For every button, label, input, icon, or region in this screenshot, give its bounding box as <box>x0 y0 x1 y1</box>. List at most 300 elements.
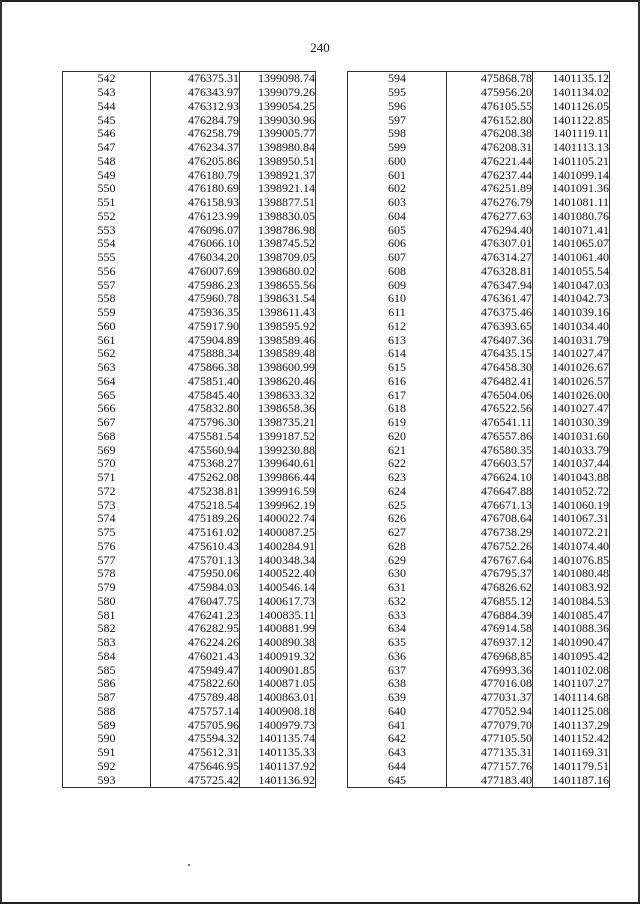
easting-cell: 475822.60 <box>151 677 240 691</box>
table-row <box>348 608 610 622</box>
table-row <box>348 333 610 347</box>
point-number-cell: 644 <box>348 760 447 774</box>
easting-cell: 476343.97 <box>151 86 240 100</box>
easting-cell: 475832.80 <box>151 402 240 416</box>
easting-cell: 476375.31 <box>151 72 240 86</box>
table-row <box>63 773 316 787</box>
table-row <box>348 718 610 732</box>
table-row <box>63 127 316 141</box>
northing-cell: 1398921.37 <box>240 168 316 182</box>
table-row <box>348 100 610 114</box>
easting-cell: 476671.13 <box>447 498 533 512</box>
coordinate-table-right <box>347 71 610 788</box>
northing-cell: 1400087.25 <box>240 526 316 540</box>
northing-cell: 1398877.51 <box>240 196 316 210</box>
table-row <box>63 72 316 86</box>
table-row <box>63 443 316 457</box>
point-number-cell: 645 <box>348 773 447 787</box>
northing-cell: 1400979.73 <box>240 718 316 732</box>
point-number-cell: 612 <box>348 320 447 334</box>
page-number: 240 <box>310 40 330 55</box>
table-row <box>63 237 316 251</box>
northing-cell: 1400890.38 <box>240 636 316 650</box>
northing-cell: 1400881.99 <box>240 622 316 636</box>
table-row <box>63 320 316 334</box>
point-number-cell: 574 <box>63 512 151 526</box>
table-row <box>63 581 316 595</box>
northing-cell: 1399916.59 <box>240 485 316 499</box>
easting-cell: 475581.54 <box>151 430 240 444</box>
northing-cell: 1401090.47 <box>533 636 610 650</box>
easting-cell: 476123.99 <box>151 210 240 224</box>
northing-cell: 1398980.84 <box>240 141 316 155</box>
easting-cell: 475705.96 <box>151 718 240 732</box>
table-row <box>348 485 610 499</box>
table-row <box>63 292 316 306</box>
point-number-cell: 625 <box>348 498 447 512</box>
table-row <box>63 210 316 224</box>
easting-cell: 475262.08 <box>151 471 240 485</box>
point-number-cell: 551 <box>63 196 151 210</box>
easting-cell: 475866.38 <box>151 361 240 375</box>
table-row <box>63 361 316 375</box>
point-number-cell: 593 <box>63 773 151 787</box>
easting-cell: 476375.46 <box>447 306 533 320</box>
northing-cell: 1401037.44 <box>533 457 610 471</box>
northing-cell: 1398655.56 <box>240 278 316 292</box>
northing-cell: 1399866.44 <box>240 471 316 485</box>
northing-cell: 1401081.11 <box>533 196 610 210</box>
table-row <box>348 567 610 581</box>
table-row <box>348 622 610 636</box>
point-number-cell: 572 <box>63 485 151 499</box>
point-number-cell: 640 <box>348 705 447 719</box>
easting-cell: 476208.31 <box>447 141 533 155</box>
northing-cell: 1401113.13 <box>533 141 610 155</box>
page-border-left <box>0 0 2 904</box>
point-number-cell: 591 <box>63 746 151 760</box>
table-row <box>63 498 316 512</box>
point-number-cell: 553 <box>63 223 151 237</box>
table-row <box>63 553 316 567</box>
easting-cell: 476482.41 <box>447 375 533 389</box>
northing-cell: 1399005.77 <box>240 127 316 141</box>
northing-cell: 1400522.40 <box>240 567 316 581</box>
easting-cell: 476435.15 <box>447 347 533 361</box>
northing-cell: 1401030.39 <box>533 416 610 430</box>
northing-cell: 1401060.19 <box>533 498 610 512</box>
table-row <box>348 113 610 127</box>
northing-cell: 1399230.88 <box>240 443 316 457</box>
northing-cell: 1399079.26 <box>240 86 316 100</box>
point-number-cell: 632 <box>348 595 447 609</box>
northing-cell: 1401071.41 <box>533 223 610 237</box>
point-number-cell: 620 <box>348 430 447 444</box>
point-number-cell: 606 <box>348 237 447 251</box>
table-row <box>348 320 610 334</box>
easting-cell: 475218.54 <box>151 498 240 512</box>
northing-cell: 1398830.05 <box>240 210 316 224</box>
point-number-cell: 621 <box>348 443 447 457</box>
easting-cell: 475594.32 <box>151 732 240 746</box>
point-number-cell: 603 <box>348 196 447 210</box>
easting-cell: 476826.62 <box>447 581 533 595</box>
easting-cell: 475917.90 <box>151 320 240 334</box>
point-number-cell: 584 <box>63 650 151 664</box>
easting-cell: 476251.89 <box>447 182 533 196</box>
point-number-cell: 558 <box>63 292 151 306</box>
easting-cell: 475189.26 <box>151 512 240 526</box>
point-number-cell: 610 <box>348 292 447 306</box>
northing-cell: 1401122.85 <box>533 113 610 127</box>
northing-cell: 1401137.29 <box>533 718 610 732</box>
point-number-cell: 630 <box>348 567 447 581</box>
table-row <box>63 471 316 485</box>
table-row <box>348 705 610 719</box>
point-number-cell: 634 <box>348 622 447 636</box>
table-row <box>348 636 610 650</box>
table-row <box>63 251 316 265</box>
table-row <box>348 595 610 609</box>
easting-cell: 476884.39 <box>447 608 533 622</box>
point-number-cell: 609 <box>348 278 447 292</box>
easting-cell: 476234.37 <box>151 141 240 155</box>
table-row <box>63 457 316 471</box>
northing-cell: 1401031.79 <box>533 333 610 347</box>
point-number-cell: 547 <box>63 141 151 155</box>
point-number-cell: 567 <box>63 416 151 430</box>
easting-cell: 475725.42 <box>151 773 240 787</box>
table-row <box>63 595 316 609</box>
easting-cell: 475949.47 <box>151 663 240 677</box>
point-number-cell: 581 <box>63 608 151 622</box>
point-number-cell: 559 <box>63 306 151 320</box>
point-number-cell: 618 <box>348 402 447 416</box>
northing-cell: 1398950.51 <box>240 155 316 169</box>
point-number-cell: 579 <box>63 581 151 595</box>
point-number-cell: 626 <box>348 512 447 526</box>
point-number-cell: 616 <box>348 375 447 389</box>
northing-cell: 1401061.40 <box>533 251 610 265</box>
easting-cell: 476241.23 <box>151 608 240 622</box>
table-row <box>348 430 610 444</box>
table-row <box>348 86 610 100</box>
table-row <box>63 333 316 347</box>
easting-cell: 477016.08 <box>447 677 533 691</box>
easting-cell: 476407.36 <box>447 333 533 347</box>
easting-cell: 476504.06 <box>447 388 533 402</box>
stray-mark <box>188 864 190 866</box>
table-row <box>63 526 316 540</box>
point-number-cell: 617 <box>348 388 447 402</box>
easting-cell: 476557.86 <box>447 430 533 444</box>
point-number-cell: 624 <box>348 485 447 499</box>
table-row <box>63 760 316 774</box>
table-row <box>348 141 610 155</box>
table-row <box>348 443 610 457</box>
northing-cell: 1398589.48 <box>240 347 316 361</box>
table-row <box>348 526 610 540</box>
easting-cell: 476205.86 <box>151 155 240 169</box>
northing-cell: 1399962.19 <box>240 498 316 512</box>
northing-cell: 1400901.85 <box>240 663 316 677</box>
point-number-cell: 602 <box>348 182 447 196</box>
table-row <box>63 375 316 389</box>
northing-cell: 1401076.85 <box>533 553 610 567</box>
easting-cell: 475757.14 <box>151 705 240 719</box>
easting-cell: 477105.50 <box>447 732 533 746</box>
point-number-cell: 639 <box>348 691 447 705</box>
northing-cell: 1401043.88 <box>533 471 610 485</box>
easting-cell: 475936.35 <box>151 306 240 320</box>
table-row <box>348 306 610 320</box>
northing-cell: 1401026.57 <box>533 375 610 389</box>
northing-cell: 1401095.42 <box>533 650 610 664</box>
easting-cell: 476047.75 <box>151 595 240 609</box>
table-row <box>348 251 610 265</box>
northing-cell: 1401034.40 <box>533 320 610 334</box>
easting-cell: 476541.11 <box>447 416 533 430</box>
point-number-cell: 619 <box>348 416 447 430</box>
northing-cell: 1399187.52 <box>240 430 316 444</box>
easting-cell: 476914.58 <box>447 622 533 636</box>
point-number-cell: 597 <box>348 113 447 127</box>
point-number-cell: 623 <box>348 471 447 485</box>
table-row <box>63 306 316 320</box>
table-row <box>348 402 610 416</box>
easting-cell: 475238.81 <box>151 485 240 499</box>
table-row <box>348 650 610 664</box>
table-row <box>63 705 316 719</box>
easting-cell: 476937.12 <box>447 636 533 650</box>
point-number-cell: 641 <box>348 718 447 732</box>
easting-cell: 476855.12 <box>447 595 533 609</box>
table-row <box>63 100 316 114</box>
table-row <box>348 223 610 237</box>
northing-cell: 1399054.25 <box>240 100 316 114</box>
northing-cell: 1401099.14 <box>533 168 610 182</box>
easting-cell: 476180.79 <box>151 168 240 182</box>
easting-cell: 476624.10 <box>447 471 533 485</box>
easting-cell: 476603.57 <box>447 457 533 471</box>
northing-cell: 1401135.74 <box>240 732 316 746</box>
point-number-cell: 633 <box>348 608 447 622</box>
northing-cell: 1398680.02 <box>240 265 316 279</box>
northing-cell: 1398745.52 <box>240 237 316 251</box>
northing-cell: 1401135.12 <box>533 72 610 86</box>
northing-cell: 1401137.92 <box>240 760 316 774</box>
northing-cell: 1401026.67 <box>533 361 610 375</box>
point-number-cell: 554 <box>63 237 151 251</box>
northing-cell: 1401169.31 <box>533 746 610 760</box>
easting-cell: 476314.27 <box>447 251 533 265</box>
point-number-cell: 555 <box>63 251 151 265</box>
table-row <box>63 223 316 237</box>
point-number-cell: 590 <box>63 732 151 746</box>
point-number-cell: 643 <box>348 746 447 760</box>
northing-cell: 1399098.74 <box>240 72 316 86</box>
easting-cell: 476307.01 <box>447 237 533 251</box>
northing-cell: 1398921.14 <box>240 182 316 196</box>
point-number-cell: 589 <box>63 718 151 732</box>
table-row <box>348 361 610 375</box>
table-row <box>348 72 610 86</box>
point-number-cell: 543 <box>63 86 151 100</box>
table-row <box>348 746 610 760</box>
northing-cell: 1400919.32 <box>240 650 316 664</box>
easting-cell: 476258.79 <box>151 127 240 141</box>
table-row <box>63 402 316 416</box>
point-number-cell: 596 <box>348 100 447 114</box>
northing-cell: 1401052.72 <box>533 485 610 499</box>
point-number-cell: 605 <box>348 223 447 237</box>
northing-cell: 1401107.27 <box>533 677 610 691</box>
easting-cell: 476208.38 <box>447 127 533 141</box>
point-number-cell: 594 <box>348 72 447 86</box>
point-number-cell: 604 <box>348 210 447 224</box>
easting-cell: 476007.69 <box>151 265 240 279</box>
easting-cell: 476294.40 <box>447 223 533 237</box>
point-number-cell: 580 <box>63 595 151 609</box>
point-number-cell: 611 <box>348 306 447 320</box>
northing-cell: 1401039.16 <box>533 306 610 320</box>
table-row <box>348 457 610 471</box>
easting-cell: 476361.47 <box>447 292 533 306</box>
northing-cell: 1401083.92 <box>533 581 610 595</box>
easting-cell: 476458.30 <box>447 361 533 375</box>
point-number-cell: 598 <box>348 127 447 141</box>
point-number-cell: 600 <box>348 155 447 169</box>
easting-cell: 475986.23 <box>151 278 240 292</box>
point-number-cell: 608 <box>348 265 447 279</box>
point-number-cell: 569 <box>63 443 151 457</box>
table-row <box>63 746 316 760</box>
table-row <box>348 196 610 210</box>
easting-cell: 476708.64 <box>447 512 533 526</box>
point-number-cell: 564 <box>63 375 151 389</box>
northing-cell: 1401074.40 <box>533 540 610 554</box>
easting-cell: 476158.93 <box>151 196 240 210</box>
table-row <box>63 113 316 127</box>
table-row <box>63 416 316 430</box>
table-row <box>63 155 316 169</box>
northing-cell: 1400871.05 <box>240 677 316 691</box>
northing-cell: 1401126.05 <box>533 100 610 114</box>
easting-cell: 475560.94 <box>151 443 240 457</box>
northing-cell: 1398631.54 <box>240 292 316 306</box>
northing-cell: 1401135.33 <box>240 746 316 760</box>
point-number-cell: 599 <box>348 141 447 155</box>
point-number-cell: 552 <box>63 210 151 224</box>
northing-cell: 1401084.53 <box>533 595 610 609</box>
point-number-cell: 577 <box>63 553 151 567</box>
northing-cell: 1401102.08 <box>533 663 610 677</box>
table-row <box>63 691 316 705</box>
table-row <box>63 608 316 622</box>
northing-cell: 1401027.47 <box>533 402 610 416</box>
easting-cell: 477183.40 <box>447 773 533 787</box>
easting-cell: 476393.65 <box>447 320 533 334</box>
point-number-cell: 566 <box>63 402 151 416</box>
point-number-cell: 586 <box>63 677 151 691</box>
point-number-cell: 573 <box>63 498 151 512</box>
easting-cell: 476276.79 <box>447 196 533 210</box>
point-number-cell: 587 <box>63 691 151 705</box>
northing-cell: 1398786.98 <box>240 223 316 237</box>
point-number-cell: 576 <box>63 540 151 554</box>
point-number-cell: 642 <box>348 732 447 746</box>
northing-cell: 1401187.16 <box>533 773 610 787</box>
northing-cell: 1400022.74 <box>240 512 316 526</box>
easting-cell: 475960.78 <box>151 292 240 306</box>
easting-cell: 475612.31 <box>151 746 240 760</box>
table-row <box>348 155 610 169</box>
northing-cell: 1400617.73 <box>240 595 316 609</box>
table-row <box>348 347 610 361</box>
northing-cell: 1401152.42 <box>533 732 610 746</box>
table-row <box>348 182 610 196</box>
northing-cell: 1401065.07 <box>533 237 610 251</box>
northing-cell: 1399640.61 <box>240 457 316 471</box>
point-number-cell: 570 <box>63 457 151 471</box>
table-row <box>348 760 610 774</box>
easting-cell: 475956.20 <box>447 86 533 100</box>
table-row <box>63 512 316 526</box>
point-number-cell: 565 <box>63 388 151 402</box>
northing-cell: 1401091.36 <box>533 182 610 196</box>
northing-cell: 1401179.51 <box>533 760 610 774</box>
easting-cell: 477079.70 <box>447 718 533 732</box>
table-row <box>348 265 610 279</box>
easting-cell: 476647.88 <box>447 485 533 499</box>
point-number-cell: 592 <box>63 760 151 774</box>
table-row <box>63 388 316 402</box>
table-row <box>348 375 610 389</box>
table-row <box>348 278 610 292</box>
northing-cell: 1400546.14 <box>240 581 316 595</box>
northing-cell: 1400908.18 <box>240 705 316 719</box>
point-number-cell: 568 <box>63 430 151 444</box>
easting-cell: 476066.10 <box>151 237 240 251</box>
point-number-cell: 556 <box>63 265 151 279</box>
northing-cell: 1401072.21 <box>533 526 610 540</box>
point-number-cell: 601 <box>348 168 447 182</box>
northing-cell: 1401105.21 <box>533 155 610 169</box>
table-row <box>63 430 316 444</box>
point-number-cell: 614 <box>348 347 447 361</box>
easting-cell: 476795.37 <box>447 567 533 581</box>
easting-cell: 476180.69 <box>151 182 240 196</box>
point-number-cell: 636 <box>348 650 447 664</box>
easting-cell: 476522.56 <box>447 402 533 416</box>
northing-cell: 1401125.08 <box>533 705 610 719</box>
point-number-cell: 613 <box>348 333 447 347</box>
easting-cell: 475368.27 <box>151 457 240 471</box>
point-number-cell: 575 <box>63 526 151 540</box>
point-number-cell: 631 <box>348 581 447 595</box>
easting-cell: 475851.40 <box>151 375 240 389</box>
point-number-cell: 615 <box>348 361 447 375</box>
table-row <box>348 540 610 554</box>
easting-cell: 475610.43 <box>151 540 240 554</box>
table-row <box>348 581 610 595</box>
northing-cell: 1398595.92 <box>240 320 316 334</box>
point-number-cell: 550 <box>63 182 151 196</box>
easting-cell: 476096.07 <box>151 223 240 237</box>
table-row <box>63 732 316 746</box>
table-row <box>63 182 316 196</box>
easting-cell: 475888.34 <box>151 347 240 361</box>
